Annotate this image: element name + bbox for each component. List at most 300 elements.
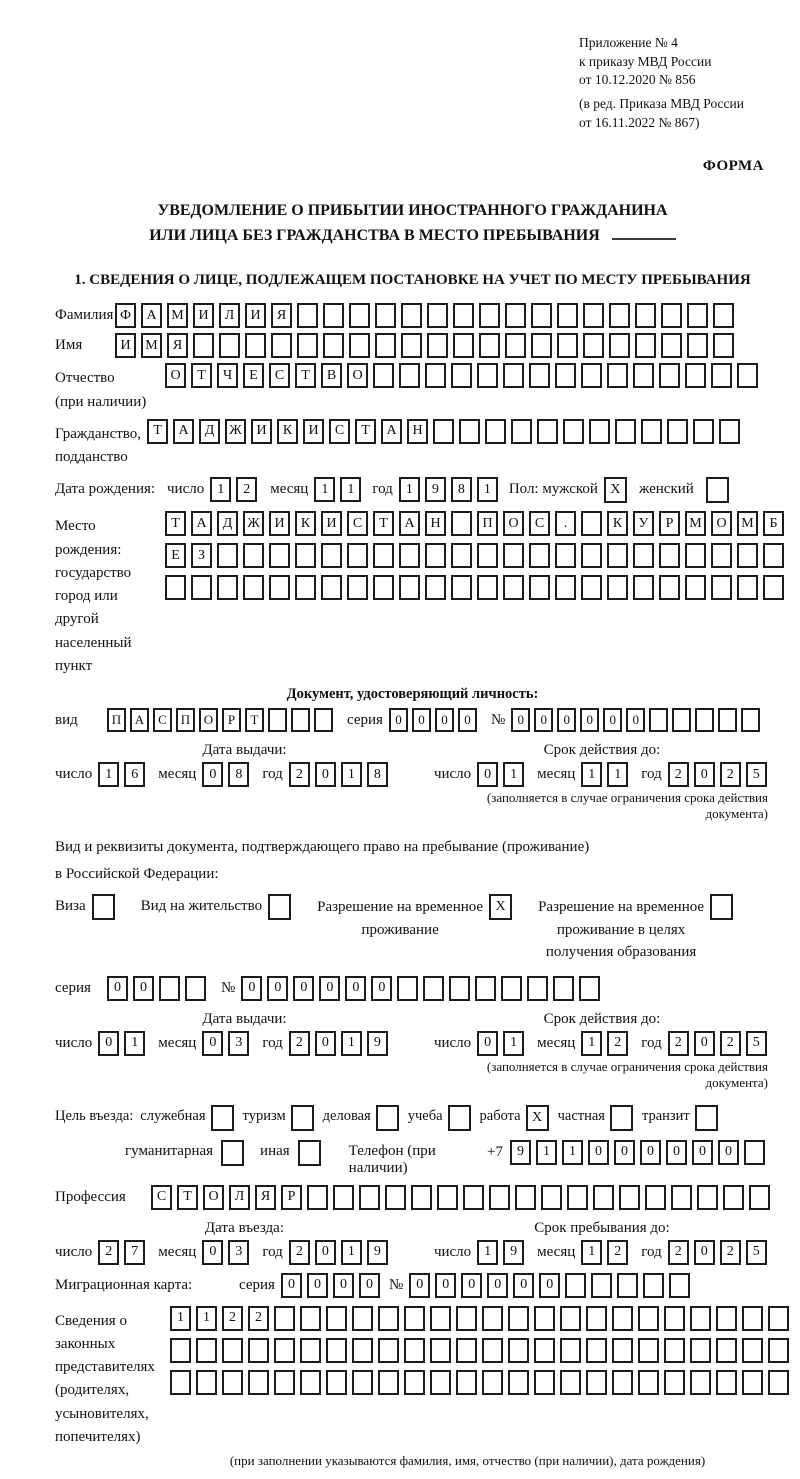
char-cell[interactable] [378,1338,399,1363]
char-cell[interactable]: Т [295,363,316,388]
char-cell[interactable] [711,575,732,600]
char-cell[interactable] [248,1338,269,1363]
char-cell[interactable]: Т [373,511,394,536]
char-cell[interactable] [425,543,446,568]
char-cell[interactable] [638,1370,659,1395]
char-cell[interactable]: 2 [668,762,689,787]
char-cell[interactable] [300,1338,321,1363]
char-cell[interactable]: О [347,363,368,388]
char-cell[interactable]: Н [425,511,446,536]
char-cell[interactable] [560,1370,581,1395]
char-cell[interactable] [690,1306,711,1331]
char-cell[interactable] [321,543,342,568]
char-cell[interactable] [768,1306,789,1331]
char-cell[interactable] [323,303,344,328]
char-cell[interactable] [295,575,316,600]
char-cell[interactable]: 2 [607,1031,628,1056]
char-cell[interactable] [737,363,758,388]
char-cell[interactable]: 1 [210,477,231,502]
checkbox-other[interactable] [298,1140,321,1166]
char-cell[interactable] [581,575,602,600]
char-cell[interactable]: Р [222,708,241,732]
char-cell[interactable] [479,303,500,328]
char-cell[interactable] [633,575,654,600]
char-cell[interactable]: Р [659,511,680,536]
char-cell[interactable]: П [477,511,498,536]
char-cell[interactable] [742,1338,763,1363]
char-cell[interactable]: 0 [692,1140,713,1165]
char-cell[interactable] [534,1306,555,1331]
char-cell[interactable]: 0 [666,1140,687,1165]
char-cell[interactable]: 0 [315,1031,336,1056]
char-cell[interactable]: М [737,511,758,536]
char-cell[interactable] [399,575,420,600]
char-cell[interactable]: 1 [581,1031,602,1056]
char-cell[interactable]: 0 [614,1140,635,1165]
char-cell[interactable] [433,419,454,444]
char-cell[interactable]: О [503,511,524,536]
char-cell[interactable]: 0 [98,1031,119,1056]
char-cell[interactable]: 0 [580,708,599,732]
char-cell[interactable] [763,575,784,600]
char-cell[interactable]: 1 [314,477,335,502]
char-cell[interactable]: З [191,543,212,568]
char-cell[interactable] [534,1370,555,1395]
char-cell[interactable] [437,1185,458,1210]
char-cell[interactable]: 0 [412,708,431,732]
char-cell[interactable] [737,543,758,568]
char-cell[interactable]: 1 [340,477,361,502]
char-cell[interactable] [742,1306,763,1331]
char-cell[interactable]: 7 [124,1240,145,1265]
char-cell[interactable]: 0 [107,976,128,1001]
char-cell[interactable]: 0 [133,976,154,1001]
char-cell[interactable] [485,419,506,444]
char-cell[interactable]: 0 [588,1140,609,1165]
char-cell[interactable] [425,363,446,388]
char-cell[interactable] [768,1370,789,1395]
char-cell[interactable] [505,303,526,328]
char-cell[interactable]: 2 [720,1031,741,1056]
char-cell[interactable]: 2 [248,1306,269,1331]
char-cell[interactable]: 1 [581,762,602,787]
char-cell[interactable]: Т [355,419,376,444]
char-cell[interactable]: Д [217,511,238,536]
char-cell[interactable] [378,1306,399,1331]
char-cell[interactable] [612,1338,633,1363]
char-cell[interactable] [531,303,552,328]
char-cell[interactable]: 2 [236,477,257,502]
char-cell[interactable] [529,363,550,388]
char-cell[interactable] [744,1140,765,1165]
char-cell[interactable] [560,1306,581,1331]
char-cell[interactable]: Л [219,303,240,328]
char-cell[interactable]: Т [165,511,186,536]
char-cell[interactable] [711,363,732,388]
char-cell[interactable]: О [165,363,186,388]
char-cell[interactable]: 9 [425,477,446,502]
char-cell[interactable] [586,1338,607,1363]
char-cell[interactable] [456,1338,477,1363]
char-cell[interactable] [373,363,394,388]
char-cell[interactable]: 0 [267,976,288,1001]
char-cell[interactable]: 1 [170,1306,191,1331]
char-cell[interactable] [697,1185,718,1210]
char-cell[interactable]: 2 [668,1031,689,1056]
char-cell[interactable] [567,1185,588,1210]
char-cell[interactable]: 0 [389,708,408,732]
char-cell[interactable]: 0 [539,1273,560,1298]
char-cell[interactable] [423,976,444,1001]
char-cell[interactable] [300,1306,321,1331]
char-cell[interactable] [664,1306,685,1331]
char-cell[interactable] [718,708,737,732]
char-cell[interactable] [638,1338,659,1363]
checkbox-transit[interactable] [695,1105,718,1131]
char-cell[interactable]: С [529,511,550,536]
char-cell[interactable]: 0 [202,1240,223,1265]
char-cell[interactable] [560,1338,581,1363]
checkbox-temp-residence-education[interactable] [710,894,733,920]
char-cell[interactable]: 0 [315,1240,336,1265]
char-cell[interactable]: 2 [668,1240,689,1265]
checkbox-visa[interactable] [92,894,115,920]
char-cell[interactable] [742,1370,763,1395]
char-cell[interactable]: . [555,511,576,536]
char-cell[interactable]: И [251,419,272,444]
char-cell[interactable] [456,1370,477,1395]
char-cell[interactable] [323,333,344,358]
char-cell[interactable] [515,1185,536,1210]
char-cell[interactable]: 1 [477,477,498,502]
char-cell[interactable] [641,419,662,444]
char-cell[interactable] [685,543,706,568]
char-cell[interactable]: 8 [367,762,388,787]
char-cell[interactable]: С [269,363,290,388]
char-cell[interactable] [685,363,706,388]
char-cell[interactable] [586,1306,607,1331]
char-cell[interactable] [737,575,758,600]
char-cell[interactable]: 2 [289,762,310,787]
char-cell[interactable] [649,708,668,732]
char-cell[interactable] [607,575,628,600]
char-cell[interactable] [375,303,396,328]
char-cell[interactable]: 1 [562,1140,583,1165]
char-cell[interactable] [430,1370,451,1395]
char-cell[interactable]: Т [147,419,168,444]
char-cell[interactable] [583,333,604,358]
char-cell[interactable]: П [176,708,195,732]
char-cell[interactable] [553,976,574,1001]
char-cell[interactable] [638,1306,659,1331]
char-cell[interactable] [508,1370,529,1395]
char-cell[interactable]: 5 [746,1240,767,1265]
char-cell[interactable] [557,303,578,328]
char-cell[interactable] [430,1306,451,1331]
char-cell[interactable] [741,708,760,732]
char-cell[interactable] [534,1338,555,1363]
char-cell[interactable]: Ф [115,303,136,328]
char-cell[interactable] [503,363,524,388]
char-cell[interactable] [326,1306,347,1331]
char-cell[interactable] [661,303,682,328]
char-cell[interactable] [451,575,472,600]
char-cell[interactable]: 0 [458,708,477,732]
char-cell[interactable] [586,1370,607,1395]
char-cell[interactable] [427,303,448,328]
char-cell[interactable]: 0 [315,762,336,787]
char-cell[interactable]: 3 [228,1240,249,1265]
char-cell[interactable] [222,1370,243,1395]
char-cell[interactable] [269,543,290,568]
char-cell[interactable]: 9 [367,1240,388,1265]
char-cell[interactable] [716,1338,737,1363]
char-cell[interactable]: 0 [293,976,314,1001]
char-cell[interactable]: Л [229,1185,250,1210]
char-cell[interactable] [245,333,266,358]
char-cell[interactable]: О [203,1185,224,1210]
char-cell[interactable]: 0 [477,1031,498,1056]
char-cell[interactable] [404,1370,425,1395]
char-cell[interactable] [527,976,548,1001]
char-cell[interactable] [537,419,558,444]
char-cell[interactable]: Д [199,419,220,444]
char-cell[interactable]: 0 [513,1273,534,1298]
char-cell[interactable]: 5 [746,1031,767,1056]
char-cell[interactable] [479,333,500,358]
char-cell[interactable]: 1 [98,762,119,787]
char-cell[interactable]: А [399,511,420,536]
checkbox-business[interactable] [376,1105,399,1131]
char-cell[interactable] [672,708,691,732]
char-cell[interactable] [274,1338,295,1363]
char-cell[interactable]: Р [281,1185,302,1210]
char-cell[interactable]: Е [165,543,186,568]
char-cell[interactable] [719,419,740,444]
char-cell[interactable]: М [685,511,706,536]
char-cell[interactable]: 0 [477,762,498,787]
char-cell[interactable]: 2 [222,1306,243,1331]
char-cell[interactable] [667,419,688,444]
char-cell[interactable]: 0 [694,1031,715,1056]
char-cell[interactable]: 0 [202,1031,223,1056]
char-cell[interactable]: 0 [435,708,454,732]
char-cell[interactable] [459,419,480,444]
char-cell[interactable] [716,1306,737,1331]
char-cell[interactable]: 9 [367,1031,388,1056]
char-cell[interactable] [508,1306,529,1331]
char-cell[interactable] [170,1370,191,1395]
char-cell[interactable]: И [115,333,136,358]
char-cell[interactable] [477,575,498,600]
char-cell[interactable]: С [153,708,172,732]
char-cell[interactable] [352,1306,373,1331]
char-cell[interactable]: 0 [694,1240,715,1265]
char-cell[interactable] [326,1370,347,1395]
char-cell[interactable] [359,1185,380,1210]
char-cell[interactable] [269,575,290,600]
char-cell[interactable]: 1 [399,477,420,502]
char-cell[interactable]: И [321,511,342,536]
char-cell[interactable] [664,1338,685,1363]
char-cell[interactable] [581,543,602,568]
char-cell[interactable]: Ж [225,419,246,444]
char-cell[interactable] [482,1370,503,1395]
char-cell[interactable] [271,333,292,358]
char-cell[interactable]: О [711,511,732,536]
char-cell[interactable] [563,419,584,444]
char-cell[interactable]: Т [177,1185,198,1210]
char-cell[interactable] [482,1306,503,1331]
char-cell[interactable] [451,543,472,568]
checkbox-male[interactable]: X [604,477,627,503]
char-cell[interactable] [482,1338,503,1363]
char-cell[interactable] [385,1185,406,1210]
char-cell[interactable]: 2 [720,1240,741,1265]
char-cell[interactable] [671,1185,692,1210]
checkbox-female[interactable] [706,477,729,503]
char-cell[interactable] [193,333,214,358]
char-cell[interactable] [165,575,186,600]
char-cell[interactable]: 0 [511,708,530,732]
char-cell[interactable]: 0 [319,976,340,1001]
char-cell[interactable] [401,333,422,358]
char-cell[interactable] [449,976,470,1001]
char-cell[interactable]: И [269,511,290,536]
checkbox-work[interactable]: X [526,1105,549,1131]
char-cell[interactable] [401,303,422,328]
char-cell[interactable]: 0 [333,1273,354,1298]
char-cell[interactable]: А [191,511,212,536]
char-cell[interactable] [397,976,418,1001]
char-cell[interactable] [565,1273,586,1298]
char-cell[interactable]: О [199,708,218,732]
char-cell[interactable] [196,1370,217,1395]
char-cell[interactable] [591,1273,612,1298]
char-cell[interactable] [375,333,396,358]
char-cell[interactable]: 1 [341,1240,362,1265]
char-cell[interactable] [170,1338,191,1363]
char-cell[interactable] [501,976,522,1001]
char-cell[interactable] [300,1370,321,1395]
char-cell[interactable]: А [130,708,149,732]
char-cell[interactable] [555,363,576,388]
char-cell[interactable]: К [277,419,298,444]
char-cell[interactable]: И [303,419,324,444]
char-cell[interactable]: 1 [607,762,628,787]
char-cell[interactable]: Ч [217,363,238,388]
char-cell[interactable]: 0 [281,1273,302,1298]
char-cell[interactable] [749,1185,770,1210]
char-cell[interactable] [503,575,524,600]
char-cell[interactable]: Е [243,363,264,388]
char-cell[interactable] [297,333,318,358]
char-cell[interactable] [451,363,472,388]
char-cell[interactable] [685,575,706,600]
char-cell[interactable]: 5 [746,762,767,787]
char-cell[interactable]: 1 [341,762,362,787]
char-cell[interactable]: 0 [626,708,645,732]
char-cell[interactable]: А [173,419,194,444]
char-cell[interactable]: А [141,303,162,328]
char-cell[interactable] [430,1338,451,1363]
char-cell[interactable] [399,363,420,388]
char-cell[interactable] [321,575,342,600]
char-cell[interactable] [347,575,368,600]
char-cell[interactable] [453,333,474,358]
char-cell[interactable]: 0 [640,1140,661,1165]
char-cell[interactable]: М [167,303,188,328]
char-cell[interactable]: И [193,303,214,328]
char-cell[interactable]: 2 [607,1240,628,1265]
char-cell[interactable] [711,543,732,568]
char-cell[interactable]: С [347,511,368,536]
char-cell[interactable] [664,1370,685,1395]
char-cell[interactable] [373,543,394,568]
char-cell[interactable] [456,1306,477,1331]
char-cell[interactable] [607,363,628,388]
char-cell[interactable] [635,333,656,358]
char-cell[interactable] [529,543,550,568]
char-cell[interactable] [643,1273,664,1298]
char-cell[interactable] [557,333,578,358]
char-cell[interactable] [555,575,576,600]
char-cell[interactable] [399,543,420,568]
char-cell[interactable] [505,333,526,358]
checkbox-temp-residence-permit[interactable]: X [489,894,512,920]
char-cell[interactable]: 0 [345,976,366,1001]
char-cell[interactable]: 0 [371,976,392,1001]
char-cell[interactable] [333,1185,354,1210]
char-cell[interactable] [581,363,602,388]
char-cell[interactable]: 1 [196,1306,217,1331]
char-cell[interactable] [617,1273,638,1298]
char-cell[interactable] [589,419,610,444]
char-cell[interactable] [531,333,552,358]
char-cell[interactable]: 1 [341,1031,362,1056]
char-cell[interactable]: 1 [124,1031,145,1056]
char-cell[interactable] [713,303,734,328]
char-cell[interactable] [268,708,287,732]
char-cell[interactable] [659,363,680,388]
char-cell[interactable] [243,575,264,600]
char-cell[interactable] [693,419,714,444]
char-cell[interactable]: 0 [241,976,262,1001]
char-cell[interactable]: 2 [720,762,741,787]
char-cell[interactable] [185,976,206,1001]
char-cell[interactable] [716,1370,737,1395]
char-cell[interactable]: 0 [435,1273,456,1298]
char-cell[interactable] [609,333,630,358]
char-cell[interactable] [593,1185,614,1210]
char-cell[interactable] [511,419,532,444]
char-cell[interactable] [411,1185,432,1210]
char-cell[interactable]: К [295,511,316,536]
char-cell[interactable] [635,303,656,328]
char-cell[interactable]: Н [407,419,428,444]
char-cell[interactable] [314,708,333,732]
char-cell[interactable]: 1 [477,1240,498,1265]
char-cell[interactable]: 0 [359,1273,380,1298]
char-cell[interactable] [612,1370,633,1395]
char-cell[interactable]: 0 [534,708,553,732]
char-cell[interactable]: 0 [409,1273,430,1298]
char-cell[interactable]: 0 [461,1273,482,1298]
char-cell[interactable]: 8 [228,762,249,787]
char-cell[interactable]: 0 [487,1273,508,1298]
char-cell[interactable] [489,1185,510,1210]
char-cell[interactable] [373,575,394,600]
